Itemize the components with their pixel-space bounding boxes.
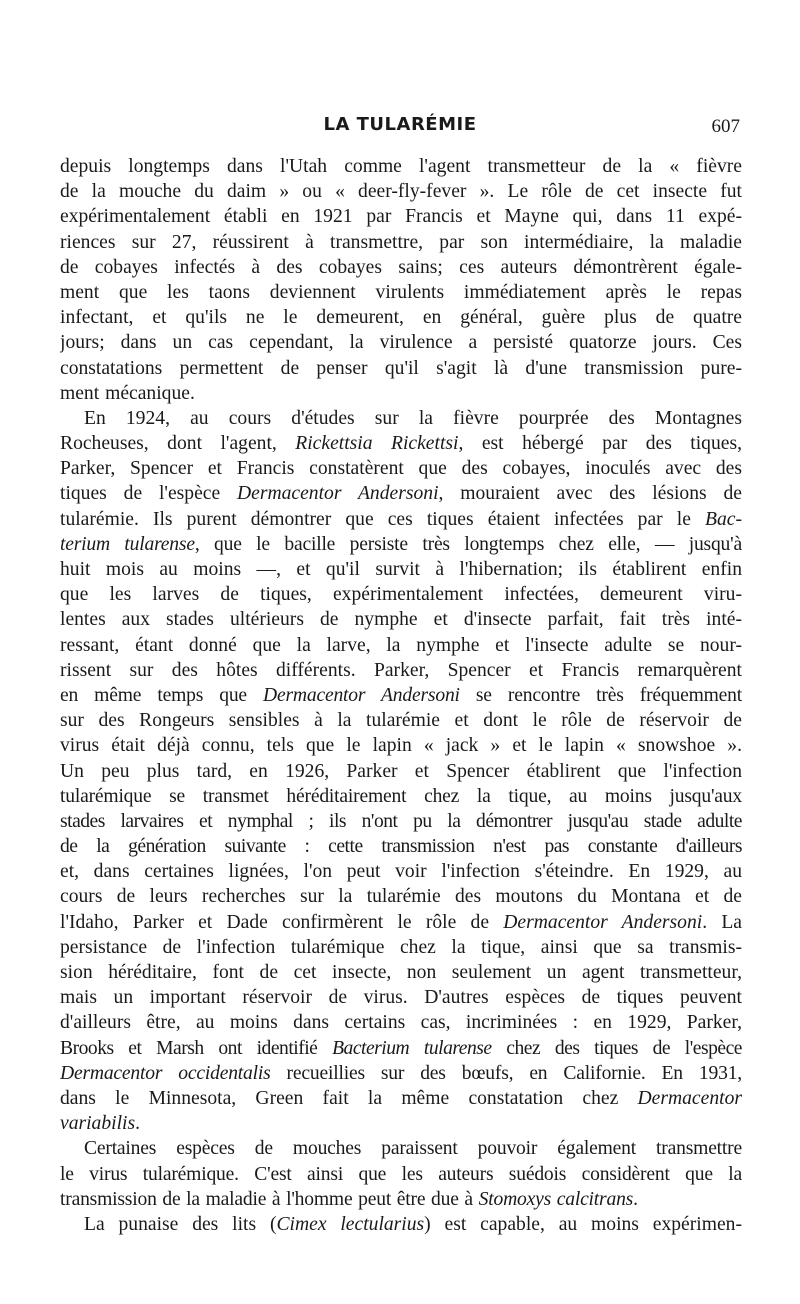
text-line: riences sur 27, réussirent à transmettre, par son intermédiaire, la maladie — [60, 231, 742, 253]
text-line: et, dans certaines lignées, l'on peut voir l'infection s'éteindre. En 1929, au — [60, 861, 742, 883]
text-line: sur des Rongeurs sensibles à la tularémie et dont le rôle de réservoir de — [60, 710, 742, 732]
text-line: En 1924, au cours d'études sur la fièvre pourprée des Montagnes — [84, 407, 742, 429]
text-line: virus était déjà connu, tels que le lapin « jack » et le lapin « snowshoe ». — [60, 735, 742, 757]
text-line: ment mécanique. — [60, 382, 195, 404]
text-line: infectant, et qu'ils ne le demeurent, en général, guère plus de quatre — [60, 307, 742, 329]
text-line: stades larvaires et nymphal ; ils n'ont pu la démontrer jusqu'au stade adulte — [60, 810, 742, 832]
text-line: variabilis. — [60, 1113, 141, 1135]
text-line: de cobayes infectés à des cobayes sains; ces auteurs démontrèrent égale- — [60, 256, 742, 278]
text-line: Un peu plus tard, en 1926, Parker et Spencer établirent que l'infection — [60, 760, 742, 782]
text-line: expérimentalement établi en 1921 par Francis et Mayne qui, dans 11 expé- — [60, 206, 742, 228]
text-line: d'ailleurs être, au moins dans certains cas, incriminées : en 1929, Parker, — [60, 1012, 742, 1034]
text-line: Rocheuses, dont l'agent, Rickettsia Rickettsi, est hébergé par des tiques, — [60, 433, 742, 455]
text-line: rissent sur des hôtes différents. Parker, Spencer et Francis remarquèrent — [60, 659, 742, 681]
text-line: de la mouche du daim » ou « deer-fly-fever ». Le rôle de cet insecte fut — [60, 181, 742, 203]
text-line: tularémie. Ils purent démontrer que ces tiques étaient infectées par le Bac- — [60, 508, 742, 530]
text-line: le virus tularémique. C'est ainsi que les auteurs suédois considèrent que la — [60, 1163, 742, 1185]
text-line: persistance de l'infection tularémique chez la tique, ainsi que sa transmis- — [60, 936, 742, 958]
page-number: 607 — [711, 116, 740, 137]
text-line: mais un important réservoir de virus. D'autres espèces de tiques peuvent — [60, 987, 742, 1009]
text-line: tiques de l'espèce Dermacentor Andersoni, mouraient avec des lésions de — [60, 483, 742, 505]
body-text — [60, 154, 742, 1237]
text-line: dans le Minnesota, Green fait la même constatation chez Dermacentor — [60, 1087, 742, 1109]
text-line: en même temps que Dermacentor Andersoni se rencontre très fréquemment — [60, 684, 742, 706]
text-line: ressant, étant donné que la larve, la nymphe et l'insecte adulte se nour- — [60, 634, 742, 656]
text-line: jours; dans un cas cependant, la virulence a persisté quatorze jours. Ces — [60, 332, 742, 354]
text-line: depuis longtemps dans l'Utah comme l'agent transmetteur de la « fièvre — [60, 156, 742, 177]
text-line: Dermacentor occidentalis recueillies sur des bœufs, en Californie. En 1931, — [60, 1062, 742, 1084]
text-line: constatations permettent de penser qu'il s'agit là d'une transmission pure- — [60, 357, 742, 379]
text-line: sion héréditaire, font de cet insecte, non seulement un agent transmetteur, — [60, 962, 742, 983]
text-line: cours de leurs recherches sur la tularémie des moutons du Montana et de — [60, 886, 742, 908]
text-line: l'Idaho, Parker et Dade confirmèrent le rôle de Dermacentor Andersoni. La — [60, 911, 742, 933]
text-line: que les larves de tiques, expérimentalement infectées, demeurent viru- — [60, 584, 742, 606]
text-line: lentes aux stades ultérieurs de nymphe et d'insecte parfait, fait très inté- — [60, 609, 742, 631]
text-line: huit mois au moins —, et qu'il survit à l'hibernation; ils établirent enfin — [60, 559, 742, 580]
running-title: LA TULARÉMIE — [323, 114, 477, 135]
text-line: Certaines espèces de mouches paraissent pouvoir également transmettre — [84, 1138, 742, 1160]
text-line: de la génération suivante : cette transmission n'est pas constante d'ailleurs — [60, 836, 742, 858]
text-line: La punaise des lits (Cimex lectularius) est capable, au moins expérimen- — [84, 1213, 742, 1235]
text-line: ment que les taons deviennent virulents immédiatement après le repas — [60, 281, 742, 303]
page-header — [60, 114, 740, 140]
text-line: transmission de la maladie à l'homme peut être due à Stomoxys calcitrans. — [60, 1188, 638, 1210]
text-line: Parker, Spencer et Francis constatèrent que des cobayes, inoculés avec des — [60, 458, 742, 480]
text-line: tularémique se transmet héréditairement chez la tique, au moins jusqu'aux — [60, 785, 742, 807]
text-line: Brooks et Marsh ont identifié Bacterium tularense chez des tiques de l'espèce — [60, 1037, 742, 1059]
text-line: terium tularense, que le bacille persiste très longtemps chez elle, — jusqu'à — [60, 533, 742, 555]
